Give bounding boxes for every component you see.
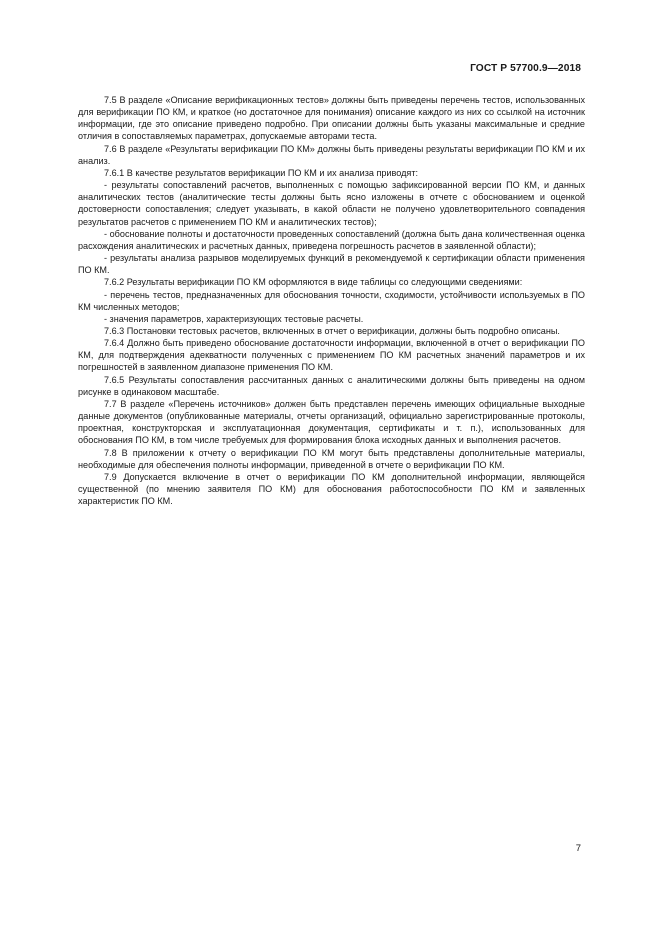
document-body	[78, 94, 585, 507]
list-item: - значения параметров, характеризующих тестовые расчеты.	[104, 313, 364, 324]
paragraph-7-7: 7.7 В разделе «Перечень источников» должен быть представлен перечень имеющих официальные выходные данные документов (опубликованные материалы, отчеты организаций, официально зарегистрированные протоколы, проектная, конструкторская и эксплуатационная документация, сертификаты и т. п.), использованных для обоснования ПО КМ, в том числе требуемых для формирования блока исходных данных и выполнения расчетов.	[78, 398, 585, 446]
paragraph-7-9: 7.9 Допускается включение в отчет о верификации ПО КМ дополнительной информации, являющейся существенной (по мнению заявителя ПО КМ) для обоснования работоспособности ПО КМ и заявленных характеристик ПО КМ.	[78, 471, 585, 507]
document-code: ГОСТ Р 57700.9—2018	[470, 63, 581, 74]
paragraph-7-6-5: 7.6.5 Результаты сопоставления рассчитанных данных с аналитическими должны быть приведены на одном рисунке в одинаковом масштабе.	[78, 374, 585, 397]
paragraph-7-5: 7.5 В разделе «Описание верификационных тестов» должны быть приведены перечень тестов, использованных для верификации ПО КМ, и краткое (но достаточное для понимания) описание каждого из них со ссылкой на источник информации, где это описание приведено подробно. При описании должны быть указаны максимальные и средние отличия в сопоставляемых параметрах, допускаемые авторами теста.	[78, 95, 585, 142]
list-item: - перечень тестов, предназначенных для обоснования точности, сходимости, устойчивости используемых в ПО КМ численных методов;	[78, 289, 585, 312]
paragraph-7-8: 7.8 В приложении к отчету о верификации ПО КМ могут быть представлены дополнительные материалы, необходимые для обеспечения полноты информации, приведенной в отчете о верификации ПО КМ.	[78, 447, 585, 470]
paragraph-7-6-3: 7.6.3 Постановки тестовых расчетов, включенных в отчет о верификации, должны быть подробно описаны.	[104, 325, 560, 336]
list-item: - результаты анализа разрывов моделируемых функций в рекомендуемой к сертификации области применения ПО КМ.	[78, 253, 585, 276]
paragraph-7-6-4: 7.6.4 Должно быть приведено обоснование достаточности информации, включенной в отчет о верификации ПО КМ, для подтверждения адекватности полученных с применением ПО КМ расчетных значений параметров и их погрешностей в заявленном диапазоне применения ПО КМ.	[78, 338, 585, 373]
paragraph-7-6-2: 7.6.2 Результаты верификации ПО КМ оформляются в виде таблицы со следующими сведениями:	[104, 277, 523, 288]
page-number: 7	[575, 843, 581, 854]
list-item: - обоснование полноты и достаточности проведенных сопоставлений (должна быть дана количественная оценка расхождения аналитических и расчетных данных, приведена погрешность расчетов в заявленной области);	[78, 228, 585, 251]
paragraph-7-6: 7.6 В разделе «Результаты верификации ПО КМ» должны быть приведены результаты верификации ПО КМ и их анализ.	[78, 143, 585, 166]
paragraph-7-6-1: 7.6.1 В качестве результатов верификации ПО КМ и их анализа приводят:	[104, 167, 419, 178]
list-item: - результаты сопоставлений расчетов, выполненных с помощью зафиксированной версии ПО КМ, и данных аналитических тестов (аналитические тесты должны быть ясно изложены в отчете с обоснованием и оценкой достоверности сопоставления; следует указывать, в какой области не получено удовлетворительного совпадения результатов расчетов с применением ПО КМ и аналитических тестов);	[78, 180, 585, 227]
